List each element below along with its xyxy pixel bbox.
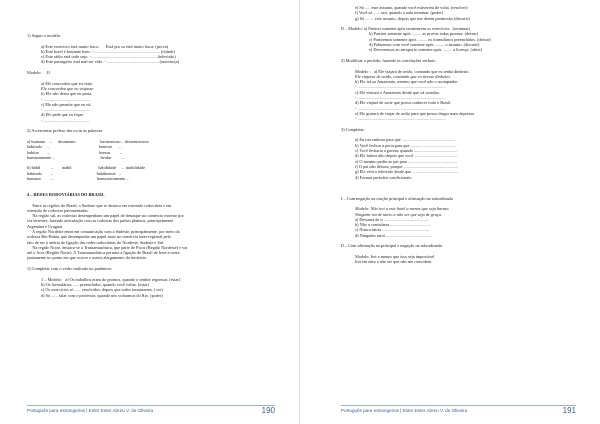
text-line: até o Acre (Região Norte). A Transamazônica permite a ligação do Brasil de leste a oeste,: [27, 250, 181, 256]
text-line: 3) Completar:: [341, 126, 365, 132]
text-line: rodovia Rio-Bahia, que desempenha um papel mais no comércio inter-regional pelo: [27, 234, 171, 240]
text-line: c) Nunca sairia ............................................: [355, 227, 430, 233]
text-line: Na região sul, as rodovias desempenham um papel de destaque no comércio externo por: [27, 213, 184, 219]
text-line: 2) Acrescentar prefixo des ou in às palavras:: [27, 128, 104, 134]
text-line: e) Ele gostará de viajar de avião para que possa chegar mais depressa.: [355, 110, 476, 116]
right-page: [300, 0, 600, 424]
text-line: habitado – habilmente –: [27, 170, 122, 176]
text-line: habitado – honesto –: [27, 144, 121, 150]
text-line: d) Ninguém sairá ...........................................: [355, 232, 433, 238]
text-line: b) Os formulários ...... preenchidos, quando você voltar. (estar): [41, 281, 149, 287]
text-line: - ..................................................................................: [355, 95, 446, 101]
right-page-footer: [341, 405, 576, 415]
text-line: b) Ele não deixa que eu parta.: [41, 91, 93, 97]
text-line: - ..................................................................................: [355, 116, 446, 122]
footer-rule: [27, 405, 275, 406]
text-line: II – Com afirmação na principal e negação na subordinada:: [341, 243, 443, 249]
text-line: Ele viajaria de avião, contando que eu tivesse dinheiro.: [355, 73, 451, 79]
text-line: c) Os exercícios só ...... resolvidos, depois que todos terminarem. ( ser): [41, 287, 163, 293]
text-line: 4 – REDES RODOVIÁRIAS DO BRASIL: [27, 191, 105, 197]
left-page-footer: [27, 405, 275, 415]
text-line: b) Não a convidaria ......................................: [355, 222, 431, 228]
text-line: I – Com negação na oração principal e afirmação na subordinada: [341, 195, 453, 201]
text-line: 4) Formar períodos condicionais:: [355, 174, 413, 180]
text-line: a) Deixaria de ir ..........................................: [355, 216, 430, 222]
text-line: - ...........................................: [41, 117, 90, 123]
text-line: b) hábil – inábil habilidade – inabilidade: [27, 165, 146, 171]
text-line: habitar – honrar –: [27, 149, 123, 155]
text-line: - ...........................................: [41, 96, 90, 102]
footer-text: Português para estrangeiros | Ester Ester Abreu V. de Oliveira: [27, 408, 154, 413]
text-line: f) Você só ...... sair, quando a aula terminar. (poder): [355, 10, 444, 16]
text-line: d) Este passageiro está mal ser vido. - ................................................ (aeromoça): [41, 59, 180, 65]
text-line: fato de ser a artéria de ligação das redes rodoviárias do Nordeste, Sudeste e Sul.: [27, 239, 165, 245]
text-line: 1) Seguir o modelo:: [27, 33, 62, 38]
text-line: g) Só ........ este assunto, depois que me derem permissão (discutir): [355, 15, 470, 21]
text-line: Ninguém irá de navio a não ser que seja de graça.: [355, 211, 442, 217]
text-line: A região Nordeste entra em comunicação com a Sudeste, principalmente, por meio da: [27, 228, 180, 234]
text-line: Na região Norte, destaca-se a Transamazônica, que parte de Picos (Região Nordeste) e vai: [27, 244, 188, 250]
text-line: d) Falaremos com você somente após ......... o assunto. (discutir): [369, 42, 480, 48]
text-line: Modelo: Não irei a este hotel a menos que seja barato.: [355, 206, 450, 212]
text-line: g) Ele verá a televisão desde que ...........................................: [355, 169, 459, 175]
text-line: c) Ele não permite que eu vá.: [41, 101, 92, 107]
page-number: 190: [261, 406, 275, 415]
left-page-body: [27, 33, 275, 298]
text-line: d) Ele falava alto depois que você ........................................: [355, 153, 458, 159]
text-line: d) Só ...... falar com o professor, quando nós voltarmos do Rio. (poder): [41, 292, 163, 298]
text-line: c) Você fecharia a gaveta, quando ........................................: [355, 148, 457, 154]
text-line: Modelo: Irei a menos que isso seja impossível: [355, 253, 435, 259]
text-line: Modelo: II: [27, 70, 50, 76]
text-line: a) Este exercício está muito fraco. Está pro sa está muito fraca. (prova): [41, 43, 169, 49]
text-line: c) Partiremos somente após ......... os formulários preenchidos. (deixar): [369, 36, 491, 42]
page-number: 191: [562, 406, 576, 415]
text-line: b) Você fechou a porta para que ..........................................: [355, 142, 456, 148]
text-line: 1 – Modelo: a) Os trabalhos eram do prontos, quando o senhor regressar. (estar): [41, 276, 181, 282]
text-line: d) Ele pede que eu fique.: [41, 112, 84, 118]
text-line: Entre as regiões do Brasil, o Sudeste que se destaca em extensão rodoviária e em: [27, 202, 172, 208]
text-line: f) O pai não deixou, porque ...................................................: [355, 163, 459, 169]
text-line: extensão de rodovias pavimentadas.: [27, 207, 89, 213]
text-line: Irei em neto a não ser que não me convidem.: [355, 259, 433, 265]
text-line: - ..................................................................................: [355, 84, 446, 90]
text-line: b) Partirei somente após ......... as provas todas prontas. (deixar): [369, 31, 479, 37]
text-line: b) Este hotel é bastante bom. - ............................................................. (cidade): [41, 48, 175, 54]
text-line: b) Ele irá ao Amazonas, mesmo que você não o acompanhe.: [355, 79, 459, 85]
text-line: a) Ele concordou que eu viaje.: [41, 80, 94, 86]
text-line: a) humano – desumano harmonioso – desarmonioso: [27, 138, 149, 144]
text-line: II – Modelo: a) Partirei somente após terminarem os exercícios . (terminar): [341, 26, 471, 32]
text-line: c) Ele visitará o Amazonas desde que vá sozinho.: [355, 89, 440, 95]
text-line: a) Eu iria embora para que ..................................................: [355, 137, 456, 143]
text-line: e) Desceremos ao aeroporto somente após ......... a licença. (obter): [369, 47, 483, 53]
text-line: Argentina e Uruguai.: [27, 223, 64, 229]
text-line: juntamente no ponto em que ocorre o maior alargamento do território.: [27, 255, 148, 261]
text-line: 2) Modificar o período, fazendo as correlações verbais:: [341, 57, 436, 63]
text-line: Ele concordou que eu viajasse.: [41, 85, 95, 91]
text-line: - ..................................................................................: [355, 105, 446, 111]
text-line: Modelo : a) Ele viajará de avião, contando que eu tenha dinheiro.: [355, 68, 470, 74]
text-line: via terrestre, fazendo articulação com as rodovias dos países platinos, principalmente: [27, 218, 174, 224]
right-page-body: [341, 5, 576, 265]
text-line: humanamente – herdar –: [27, 154, 125, 160]
text-line: e) O menino pediu ao pai para ..............................................: [355, 158, 458, 164]
text-line: humano – harmonicamente –: [27, 176, 129, 182]
text-line: d) Ele viajará de sorte que possa conhecer todo o Brasil.: [355, 100, 452, 106]
text-line: c) Este rádio está todo sujo. - ............................................................ (televisão): [41, 54, 176, 60]
footer-rule: [341, 405, 576, 406]
text-line: - ...........................................: [41, 107, 90, 113]
text-line: e) Só ..... este assunto, quando você estiverem de volta. (resolver): [355, 5, 468, 10]
text-line: 1) Completar com o verbo indicado no parêntese:: [27, 266, 113, 272]
footer-text: Português para estrangeiros | Ester Ester Abreu V. de Oliveira: [341, 408, 468, 413]
